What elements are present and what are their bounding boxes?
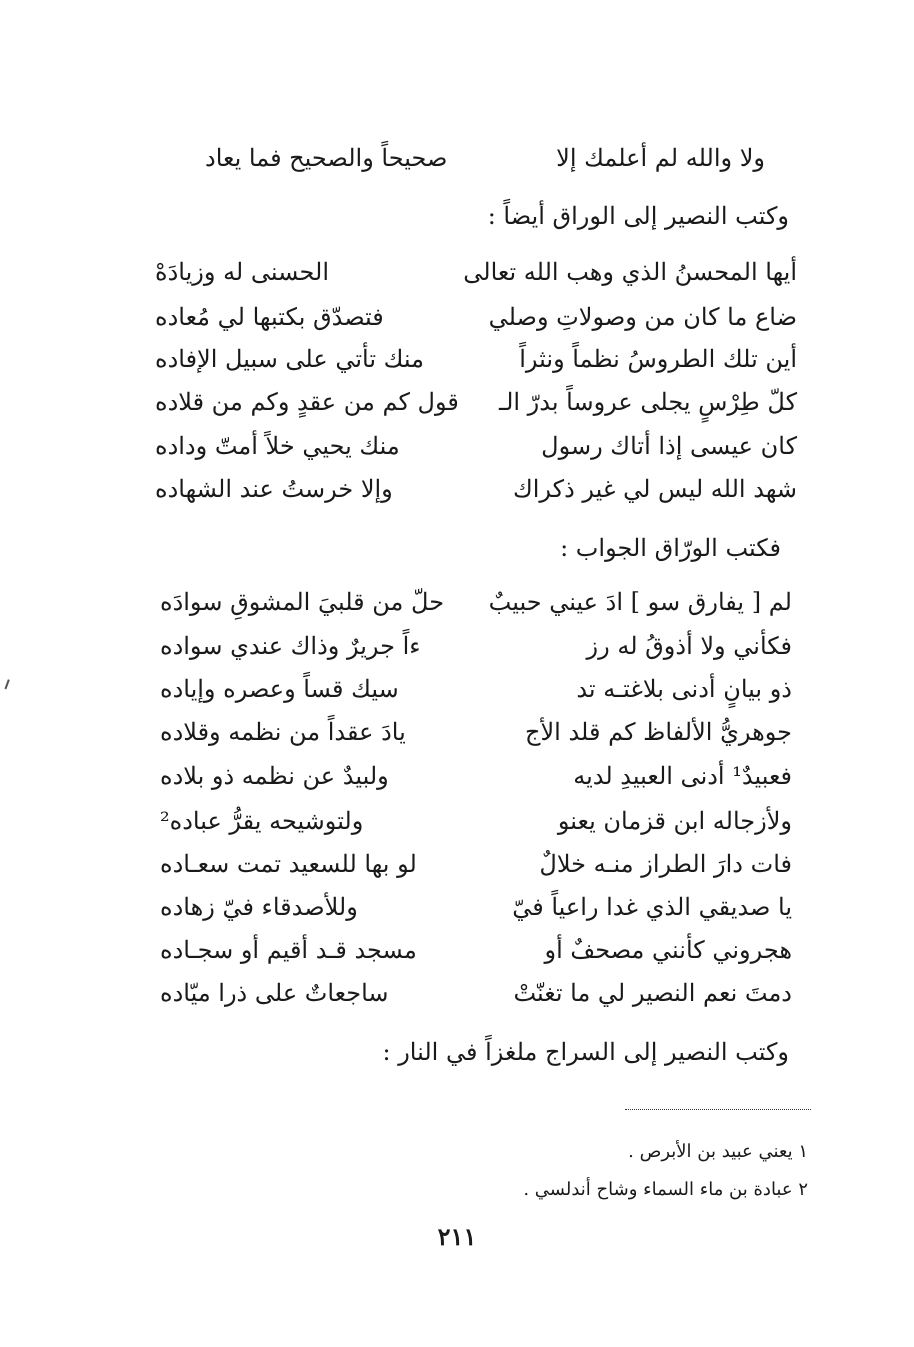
- verse-line: [160, 977, 792, 1009]
- verse-line: [160, 760, 792, 792]
- verse-line: [160, 891, 792, 923]
- verse-line: [155, 473, 797, 505]
- intro-line: وكتب النصير إلى الوراق أيضاً :: [487, 202, 789, 230]
- hemistich-second: فتصدّق بكتبها لي مُعاده: [155, 303, 384, 331]
- hemistich-first: ذو بيانٍ أدنى بلاغتـه تد: [576, 675, 792, 703]
- hemistich-first: يا صديقي الذي غدا راعياً فيّ: [512, 893, 792, 921]
- hemistich-second: مسجد قـد أقيم أو سجـاده: [160, 936, 417, 964]
- hemistich-second: قول كم من عقدٍ وكم من قلاده: [155, 388, 459, 416]
- hemistich-first: جوهريُّ الألفاظ كم قلد الأج: [524, 718, 792, 746]
- hemistich-first: دمتَ نعم النصير لي ما تغنّتْ: [513, 979, 792, 1007]
- hemistich-first: فات دارَ الطراز منـه خلالٌ: [539, 850, 792, 878]
- hemistich-second: لو بها للسعيد تمت سعـاده: [160, 850, 417, 878]
- hemistich-first: فكأني ولا أذوقُ له رز: [586, 632, 792, 660]
- hemistich-first: فعبيدٌ¹ أدنى العبيدِ لديه: [573, 762, 792, 790]
- verse-line: [160, 716, 792, 748]
- hemistich-second: ولبيدٌ عن نظمه ذو بلاده: [160, 762, 389, 790]
- verse-line: [160, 848, 792, 880]
- footnote: ٢ عبادة بن ماء السماء وشاح أندلسي .: [523, 1179, 808, 1200]
- hemistich-second: ساجعاتٌ على ذرا ميّاده: [160, 979, 389, 1007]
- verse-line: [155, 430, 797, 462]
- verse-line: [155, 386, 797, 418]
- hemistich-first: ولأزجاله ابن قزمان يعنو: [557, 807, 792, 835]
- opening-verse: [205, 142, 765, 174]
- verse-line: [160, 630, 792, 662]
- hemistich-second: الحسنى له وزيادَهْ: [155, 258, 329, 286]
- hemistich-first: كلّ طِرْسٍ يجلى عروساً بدرّ الـ: [499, 388, 797, 416]
- hemistich-first: شهد الله ليس لي غير ذكراك: [512, 475, 797, 503]
- hemistich-second: وإلا خرستُ عند الشهاده: [155, 475, 393, 503]
- hemistich-second: ءاً جريرٌ وذاك عندي سواده: [160, 632, 421, 660]
- verse-line: [160, 673, 792, 705]
- hemistich-first: كان عيسى إذا أتاك رسول: [541, 432, 797, 460]
- hemistich-second: سيك قساً وعصره وإياده: [160, 675, 399, 703]
- verse-line: [155, 343, 797, 375]
- hemistich-second: ولتوشيحه يقرُّ عباده²: [160, 807, 364, 835]
- hemistich-first: هجروني كأنني مصحفٌ أو: [544, 936, 792, 964]
- intro-line: وكتب النصير إلى السراج ملغزاً في النار :: [382, 1038, 789, 1066]
- hemistich-second: يادَ عقداً من نظمه وقلاده: [160, 718, 406, 746]
- verse-line: [160, 934, 792, 966]
- footnote: ١ يعني عبيد بن الأبرص .: [628, 1141, 808, 1162]
- hemistich-second: صحيحاً والصحيح فما يعاد: [205, 144, 448, 172]
- verse-line: [155, 301, 797, 333]
- hemistich-first: أيها المحسنُ الذي وهب الله تعالى: [463, 258, 797, 286]
- hemistich-second: حلّ من قلبيَ المشوقِ سوادَه: [160, 588, 445, 616]
- hemistich-first: أين تلك الطروسُ نظماً ونثراً: [519, 345, 797, 373]
- verse-line: [160, 805, 792, 837]
- hemistich-first: ولا والله لم أعلمك إلا: [556, 144, 765, 172]
- page-number: ٢١١: [437, 1222, 477, 1251]
- verse-line: [160, 586, 792, 618]
- hemistich-first: لم [ يفارق سو ] ادَ عيني حبيبٌ: [488, 588, 792, 616]
- hemistich-second: منك تأتي على سبيل الإفاده: [155, 345, 424, 373]
- scan-speck: [4, 679, 13, 690]
- hemistich-second: منك يحيي خلاً أمتّ وداده: [155, 432, 400, 460]
- footnote-divider: [625, 1109, 811, 1110]
- intro-line: فكتب الورّاق الجواب :: [560, 534, 781, 562]
- verse-line: [155, 256, 797, 288]
- hemistich-second: وللأصدقاء فيّ زهاده: [160, 893, 358, 921]
- hemistich-first: ضاع ما كان من وصولاتِ وصلي: [488, 303, 797, 331]
